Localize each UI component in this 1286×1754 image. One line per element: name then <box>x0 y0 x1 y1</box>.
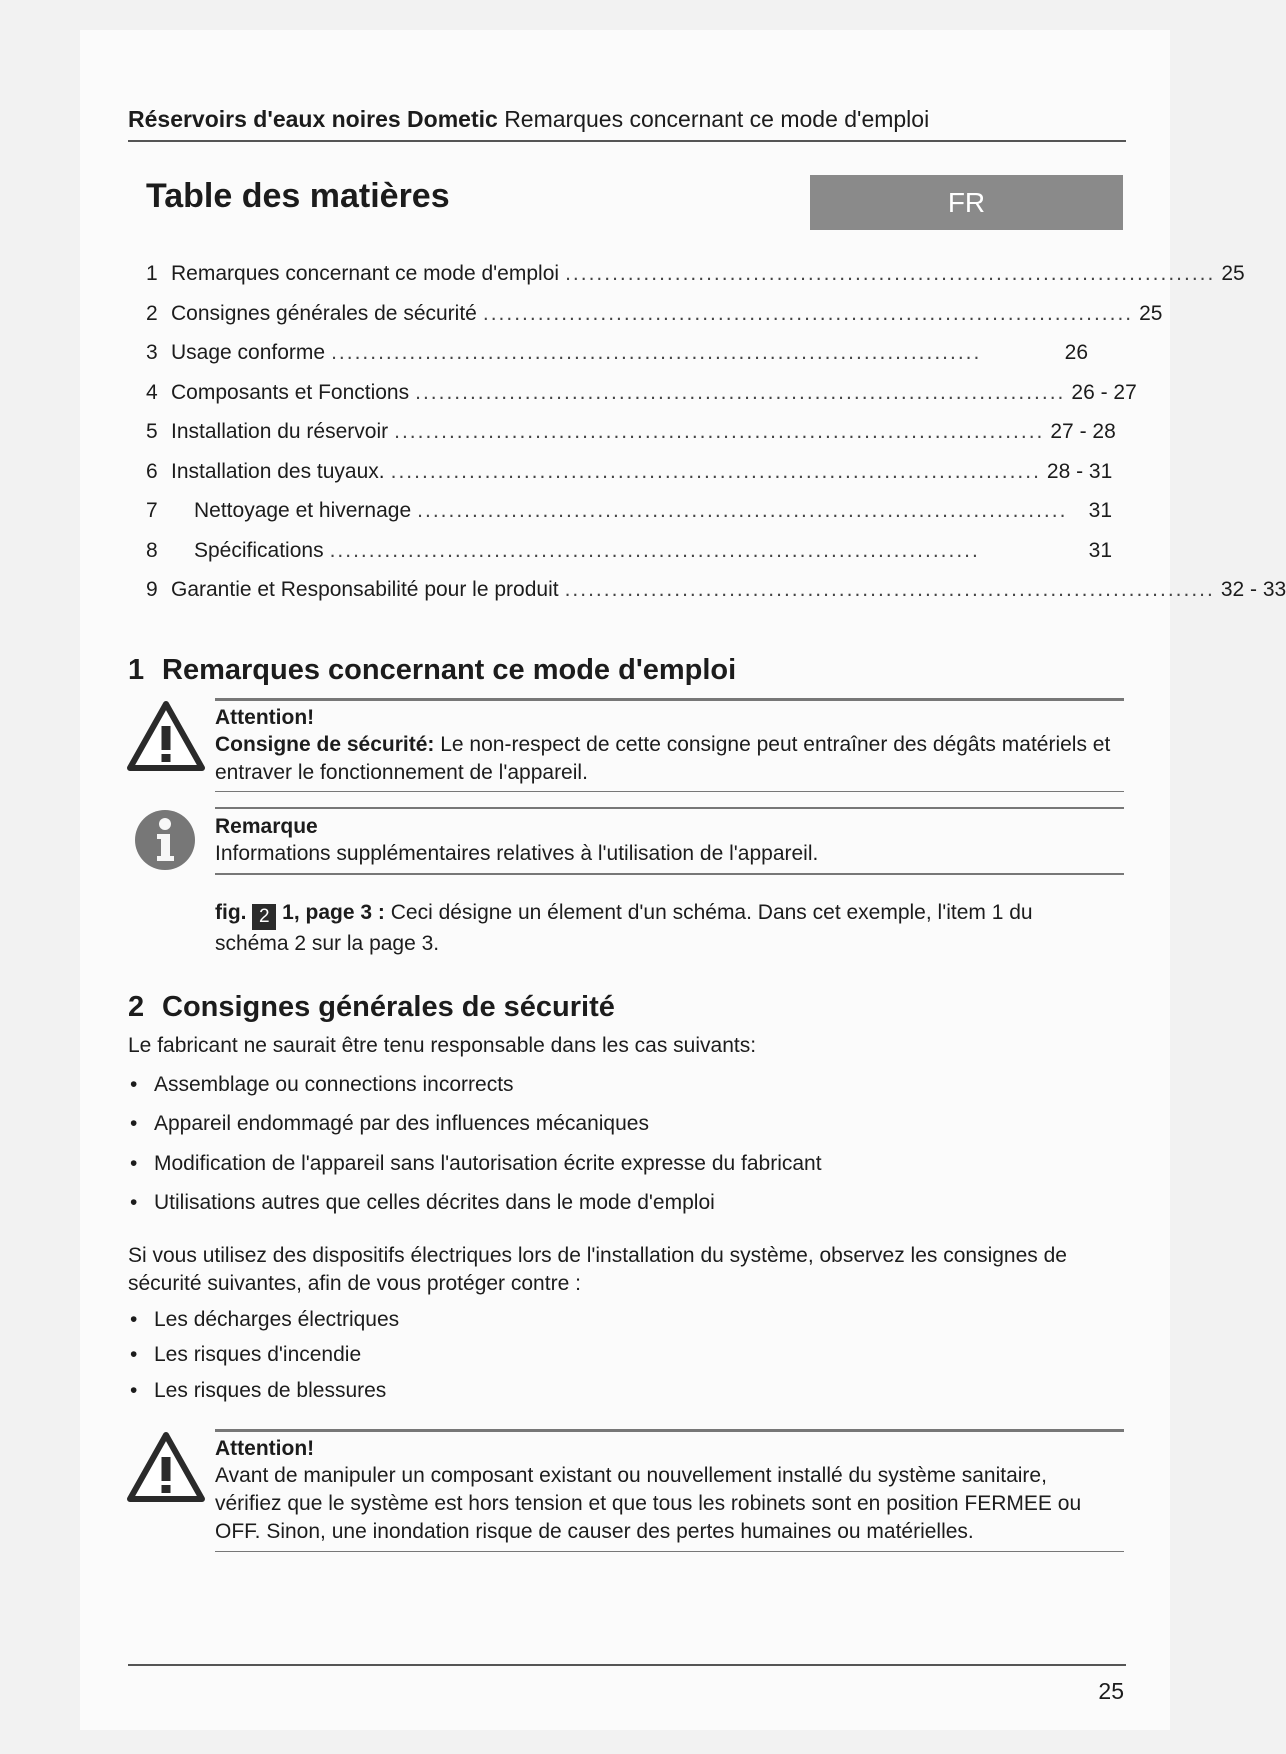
attention-bottom-rule <box>215 791 1124 792</box>
header-product-title: Réservoirs d'eaux noires Dometic <box>128 106 498 132</box>
remark-top-rule <box>215 807 1124 809</box>
list-item: • Les risques de blessures <box>130 1379 387 1402</box>
attention-label: Attention! <box>215 706 315 729</box>
section-1-heading: 1 Remarques concernant ce mode d'emploi <box>128 654 737 686</box>
section-2-intro: Le fabricant ne saurait être tenu responsable dans les cas suivants: <box>128 1034 757 1057</box>
attention-text: Consigne de sécurité: Le non-respect de cette consigne peut entraîner des dégâts matériels et entraver le fonctionnement de l'appareil. <box>215 733 1111 784</box>
running-header <box>128 104 1126 142</box>
list-item: • Utilisations autres que celles décrites dans le mode d'emploi <box>130 1191 715 1214</box>
warning-triangle-icon <box>126 1431 206 1503</box>
header-chapter-title: Remarques concernant ce mode d'emploi <box>504 106 930 132</box>
attention-top-rule <box>215 1429 1124 1432</box>
attention-bottom-rule <box>215 1551 1124 1552</box>
toc-entry[interactable]: 4 Composants et Fonctions ................................................................................... 26 - 27 <box>146 381 1137 404</box>
figure-number-badge: 2 <box>252 904 276 930</box>
remark-label: Remarque <box>215 815 318 838</box>
toc-entry[interactable]: 1 Remarques concernant ce mode d'emploi ................................................................................... 25 <box>146 262 1245 285</box>
electrical-safety-intro: Si vous utilisez des dispositifs électriques lors de l'installation du système, observez les consignes de sécurité suivantes, afin de vous protéger contre : <box>128 1244 1067 1295</box>
toc-entry[interactable]: 5 Installation du réservoir ................................................................................... 27 - 28 <box>146 420 1116 443</box>
toc-entry[interactable]: 7 Nettoyage et hivernage ................................................................................... 31 <box>146 499 1112 522</box>
list-item: • Les risques d'incendie <box>130 1343 362 1366</box>
attention-text: Avant de manipuler un composant existant ou nouvellement installé du système sanitaire, vérifiez que le système est hors tension et que tous les robinets sont en position FERMEE ou OFF. Sinon, une inondation risque de causer des pertes humaines ou matérielles. <box>215 1464 1082 1543</box>
toc-entry[interactable]: 2 Consignes générales de sécurité ................................................................................... 25 <box>146 302 1163 325</box>
attention-label: Attention! <box>215 1437 315 1460</box>
remark-text: Informations supplémentaires relatives à l'utilisation de l'appareil. <box>215 842 819 865</box>
attention-top-rule <box>215 698 1124 701</box>
toc-entry[interactable]: 3 Usage conforme ................................................................................... 26 <box>146 341 1088 364</box>
figure-reference-note: fig. 2 1, page 3 : Ceci désigne un élement d'un schéma. Dans cet exemple, l'item 1 du schéma 2 sur la page 3. <box>215 901 1033 955</box>
footer-rule <box>128 1664 1126 1666</box>
language-badge: FR <box>810 175 1123 230</box>
info-icon <box>133 808 197 872</box>
toc-title: Table des matières <box>146 177 450 215</box>
list-item: • Modification de l'appareil sans l'autorisation écrite expresse du fabricant <box>130 1152 822 1175</box>
warning-triangle-icon <box>126 700 206 772</box>
toc-entry[interactable]: 8 Spécifications ................................................................................... 31 <box>146 539 1112 562</box>
section-2-heading: 2 Consignes générales de sécurité <box>128 991 615 1023</box>
remark-bottom-rule <box>215 873 1124 875</box>
page-number: 25 <box>1098 1678 1124 1704</box>
list-item: • Assemblage ou connections incorrects <box>130 1073 514 1096</box>
toc-entry[interactable]: 9 Garantie et Responsabilité pour le produit ................................................................................... 32 - 33 <box>146 578 1286 601</box>
toc-entry[interactable]: 6 Installation des tuyaux. ................................................................................... 28 - 31 <box>146 460 1113 483</box>
list-item: • Appareil endommagé par des influences mécaniques <box>130 1112 649 1135</box>
list-item: • Les décharges électriques <box>130 1308 400 1331</box>
